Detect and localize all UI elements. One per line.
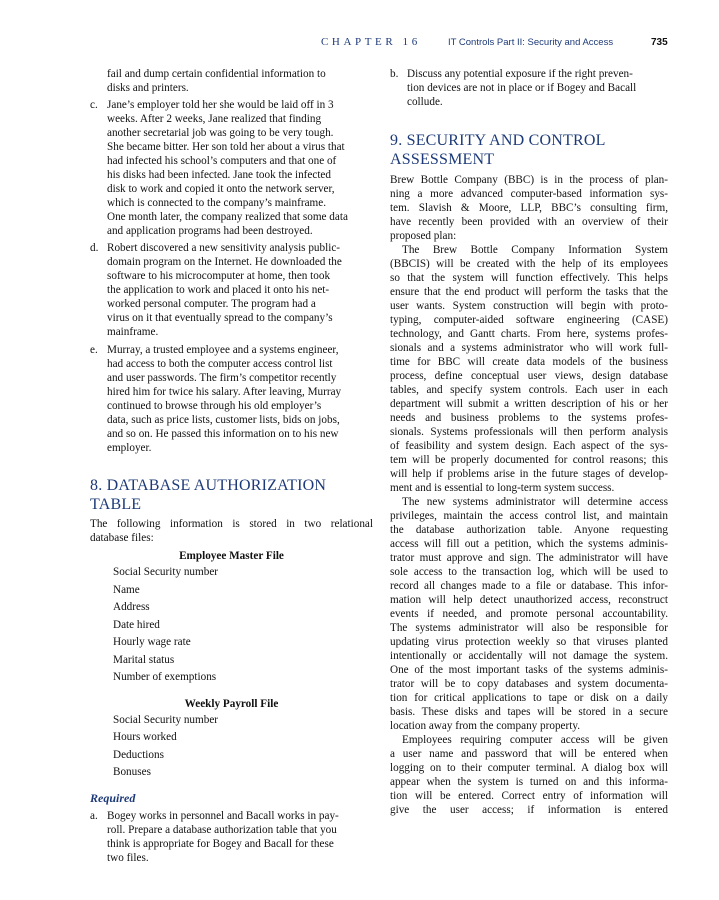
section-title: IT Controls Part II: Security and Access bbox=[448, 37, 614, 48]
section-8-heading: 8. DATABASE AUTHORIZATION TABLE bbox=[90, 477, 327, 513]
paragraph-access: Employees requiring computer access will be given a user name and password that will be entered when logging on to their computer terminal. A dialog box will appear when the system is turned on and this informa- tion will be entered. Correct entry of information will give the user access; if information is entered bbox=[390, 734, 668, 816]
field-item: Name bbox=[113, 583, 140, 596]
item-b-continuation: fail and dump certain confidential information to disks and printers. bbox=[107, 68, 326, 94]
employee-master-file-title: Employee Master File bbox=[179, 550, 284, 562]
item-label: d. bbox=[90, 242, 99, 254]
field-item: Hours worked bbox=[113, 731, 177, 743]
field-item: Marital status bbox=[113, 653, 175, 666]
paragraph-intro: Brew Bottle Company (BBC) is in the process of plan- ning a more advanced computer-based information sys- tem. Slavish & Moore, LLP, BBC’s consulting firm, have recently been provided with an overview of their proposed plan: bbox=[390, 174, 668, 242]
field-item: Date hired bbox=[113, 618, 160, 631]
right-column bbox=[390, 67, 668, 817]
section-8-intro: The following information is stored in two relational database files: bbox=[90, 518, 373, 544]
field-item: Number of exemptions bbox=[113, 671, 217, 683]
field-item: Address bbox=[113, 601, 150, 613]
required-item-a: a. Bogey works in personnel and Bacall works in pay- roll. Prepare a database authorization table that you think is appropriate for Bogey and Bacall for these two files. bbox=[90, 809, 339, 864]
field-item: Social Security number bbox=[113, 566, 219, 578]
item-label: c. bbox=[90, 99, 98, 111]
field-item: Bonuses bbox=[113, 766, 151, 778]
field-item: Hourly wage rate bbox=[113, 636, 191, 648]
running-header bbox=[0, 36, 719, 52]
item-label: e. bbox=[90, 344, 98, 356]
weekly-payroll-file-title: Weekly Payroll File bbox=[184, 697, 279, 710]
left-column bbox=[90, 67, 373, 865]
page-number: 735 bbox=[651, 37, 668, 48]
required-item-b: b. Discuss any potential exposure if the right preven- tion devices are not in place or if Bogey and Bacall collude. bbox=[390, 68, 637, 108]
list-item-d: d. Robert discovered a new sensitivity analysis public- domain program on the Internet. He downloaded the software to his microcomputer at home, then took the application to work and placed it onto his net- worked personal computer. The program had a virus on it that eventually spread to the company’s mainframe. bbox=[90, 242, 342, 338]
section-9-heading: 9. SECURITY AND CONTROL ASSESSMENT bbox=[390, 132, 606, 168]
weekly-payroll-file-fields bbox=[90, 712, 373, 782]
paragraph-bbcis: The Brew Bottle Company Information System (BBCIS) will be created with the help of its employees so that the system will function effectively. This helps ensure that the end product will perform the tasks that the user wants. System construction will begin with proto- typing, computer-aided software engineering (CASE) technology, and Gantt charts. From here, systems profes- sionals and a systems administrator who will work full- time for BBC will create data models of the business process, define conceptual user views, design database tables, and specify system controls. Each user in each department will submit a written description of his or her needs and business problems to the systems profes- sionals. Systems professionals will then perform analysis of feasibility and system design. Each aspect of the sys- tem will be properly documented for control reasons; this will help if problems arise in the future stages of develop- ment and is essential to long-term system success. bbox=[390, 244, 668, 494]
item-label: b. bbox=[390, 68, 399, 80]
required-label: Required bbox=[90, 790, 136, 805]
employee-master-file-fields bbox=[90, 564, 373, 687]
list-item-c: c. Jane’s employer told her she would be laid off in 3 weeks. After 2 weeks, Jane realized that finding another secretarial job was going to be very tough. She became bitter. Her son told her about a virus that had infected his school’s computers and that one of his disks had been infected. Jane took the infected disk to work and copied it onto the network server, which is connected to the company’s mainframe. One month later, the company realized that some data and application programs had been destroyed. bbox=[90, 99, 348, 237]
chapter-label: CHAPTER 16 bbox=[321, 36, 421, 48]
field-item: Deductions bbox=[113, 748, 164, 761]
paragraph-admin: The new systems administrator will determine access privileges, maintain the access control list, and maintain the database authorization table. Anyone requesting access will fill out a petition, which the systems adminis- trator must approve and sign. The administrator will have sole access to the transaction log, which will be used to record all changes made to a file or database. This infor- mation will help detect unauthorized access, reconstruct events if needed, and promote personal accountability. The systems administrator will also be responsible for updating virus protection weekly so that viruses planted intentionally or accidentally will not damage the system. One of the most important tasks of the systems adminis- trator will be to copy databases and system documenta- tion for critical applications to tape or disk on a daily basis. These disks and tapes will be stored in a secure location away from the company property. bbox=[390, 496, 668, 732]
list-item-e: e. Murray, a trusted employee and a systems engineer, had access to both the computer access control list and user passwords. The firm’s competitor recently hired him for twice his salary. After leaving, Murray continued to browse through his old employer’s data, such as price lists, customer lists, bids on jobs, and so on. He passed this information on to his new employer. bbox=[90, 344, 342, 454]
item-label: a. bbox=[90, 809, 98, 822]
field-item: Social Security number bbox=[113, 713, 219, 726]
